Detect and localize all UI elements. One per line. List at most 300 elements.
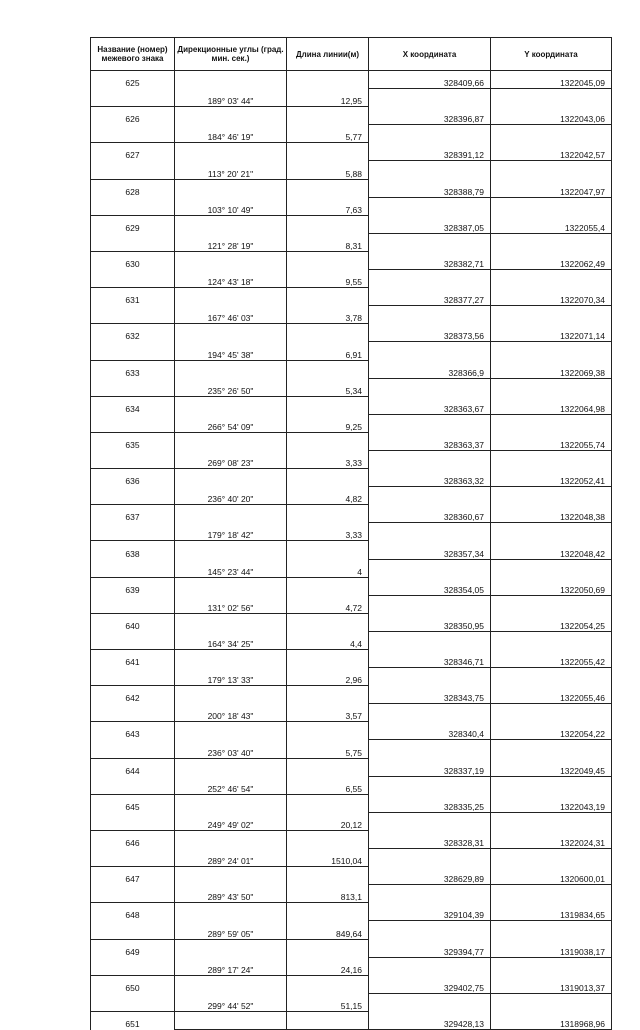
empty-cell xyxy=(175,324,287,342)
table-row xyxy=(91,903,612,921)
x-coordinate: 328346,71 xyxy=(369,650,491,668)
empty-cell xyxy=(369,885,491,903)
empty-cell xyxy=(369,125,491,143)
direction-angle: 289° 17' 24" xyxy=(175,957,287,975)
empty-cell xyxy=(369,233,491,251)
header-direction-angle: Дирекционные углы (град. мин. сек.) xyxy=(175,38,287,71)
empty-cell xyxy=(491,595,612,613)
line-length: 5,75 xyxy=(287,740,369,758)
empty-cell xyxy=(287,71,369,89)
empty-cell xyxy=(287,469,369,487)
y-coordinate: 1322043,19 xyxy=(491,794,612,812)
empty-cell xyxy=(175,432,287,450)
empty-cell xyxy=(369,342,491,360)
y-coordinate: 1322052,41 xyxy=(491,469,612,487)
empty-cell xyxy=(287,903,369,921)
line-length: 4,4 xyxy=(287,631,369,649)
empty-cell xyxy=(369,487,491,505)
direction-angle: 249° 49' 02" xyxy=(175,812,287,830)
empty-cell xyxy=(175,577,287,595)
table-row xyxy=(91,650,612,668)
line-length: 7,63 xyxy=(287,197,369,215)
x-coordinate: 328382,71 xyxy=(369,251,491,269)
empty-cell xyxy=(491,559,612,577)
line-length: 9,25 xyxy=(287,414,369,432)
x-coordinate: 329394,77 xyxy=(369,939,491,957)
mark-name: 637 xyxy=(91,505,175,523)
empty-cell xyxy=(287,288,369,306)
line-length: 24,16 xyxy=(287,957,369,975)
y-coordinate: 1322069,38 xyxy=(491,360,612,378)
table-row xyxy=(91,704,612,722)
mark-name: 648 xyxy=(91,903,175,921)
mark-name: 636 xyxy=(91,469,175,487)
mark-name: 628 xyxy=(91,179,175,197)
table-row xyxy=(91,722,612,740)
empty-cell xyxy=(287,613,369,631)
table-row xyxy=(91,414,612,432)
x-coordinate: 328360,67 xyxy=(369,505,491,523)
line-length: 5,77 xyxy=(287,125,369,143)
table-row xyxy=(91,523,612,541)
y-coordinate: 1322055,42 xyxy=(491,650,612,668)
empty-cell xyxy=(91,414,175,432)
table-body xyxy=(91,71,612,1030)
empty-cell xyxy=(491,125,612,143)
y-coordinate: 1322050,69 xyxy=(491,577,612,595)
empty-cell xyxy=(175,939,287,957)
direction-angle: 145° 23' 44" xyxy=(175,559,287,577)
empty-cell xyxy=(175,107,287,125)
mark-name: 625 xyxy=(91,71,175,89)
empty-cell xyxy=(491,812,612,830)
x-coordinate: 328343,75 xyxy=(369,686,491,704)
empty-cell xyxy=(91,849,175,867)
empty-cell xyxy=(287,251,369,269)
table-row xyxy=(91,686,612,704)
mark-name: 635 xyxy=(91,432,175,450)
table-row xyxy=(91,631,612,649)
empty-cell xyxy=(491,342,612,360)
empty-cell xyxy=(175,360,287,378)
table-row xyxy=(91,270,612,288)
empty-cell xyxy=(491,233,612,251)
y-coordinate: 1322055,74 xyxy=(491,432,612,450)
line-length: 3,57 xyxy=(287,704,369,722)
x-coordinate: 328357,34 xyxy=(369,541,491,559)
table-row xyxy=(91,740,612,758)
boundary-coordinates-table xyxy=(90,37,612,1030)
table-row xyxy=(91,993,612,1011)
mark-name: 626 xyxy=(91,107,175,125)
empty-cell xyxy=(491,89,612,107)
table-row xyxy=(91,758,612,776)
empty-cell xyxy=(491,161,612,179)
line-length: 849,64 xyxy=(287,921,369,939)
empty-cell xyxy=(175,867,287,885)
x-coordinate: 329402,75 xyxy=(369,975,491,993)
y-coordinate: 1322049,45 xyxy=(491,758,612,776)
table-row xyxy=(91,360,612,378)
x-coordinate: 328391,12 xyxy=(369,143,491,161)
line-length: 3,33 xyxy=(287,523,369,541)
table-row xyxy=(91,215,612,233)
table-row xyxy=(91,921,612,939)
empty-cell xyxy=(287,722,369,740)
mark-name: 638 xyxy=(91,541,175,559)
x-coordinate: 328363,67 xyxy=(369,396,491,414)
empty-cell xyxy=(369,161,491,179)
y-coordinate: 1322024,31 xyxy=(491,830,612,848)
empty-cell xyxy=(91,921,175,939)
empty-cell xyxy=(369,559,491,577)
empty-cell xyxy=(491,740,612,758)
table-row xyxy=(91,487,612,505)
table-row xyxy=(91,830,612,848)
direction-angle: 299° 44' 52" xyxy=(175,993,287,1011)
table-row xyxy=(91,288,612,306)
y-coordinate: 1320600,01 xyxy=(491,867,612,885)
empty-cell xyxy=(491,849,612,867)
table-row xyxy=(91,1011,612,1029)
header-mark-name: Название (номер) межевого знака xyxy=(91,38,175,71)
empty-cell xyxy=(287,143,369,161)
table-row xyxy=(91,975,612,993)
empty-cell xyxy=(91,342,175,360)
x-coordinate: 328363,37 xyxy=(369,432,491,450)
empty-cell xyxy=(491,921,612,939)
mark-name: 639 xyxy=(91,577,175,595)
empty-cell xyxy=(369,595,491,613)
x-coordinate: 328388,79 xyxy=(369,179,491,197)
line-length: 1510,04 xyxy=(287,849,369,867)
empty-cell xyxy=(491,993,612,1011)
empty-cell xyxy=(491,885,612,903)
x-coordinate: 328366,9 xyxy=(369,360,491,378)
direction-angle: 269° 08' 23" xyxy=(175,450,287,468)
y-coordinate: 1322054,22 xyxy=(491,722,612,740)
direction-angle: 121° 28' 19" xyxy=(175,233,287,251)
header-y-coordinate: Y координата xyxy=(491,38,612,71)
empty-cell xyxy=(91,885,175,903)
y-coordinate: 1322042,57 xyxy=(491,143,612,161)
empty-cell xyxy=(175,794,287,812)
empty-cell xyxy=(369,631,491,649)
empty-cell xyxy=(91,197,175,215)
empty-cell xyxy=(91,378,175,396)
x-coordinate: 328387,05 xyxy=(369,215,491,233)
empty-cell xyxy=(287,1011,369,1029)
empty-cell xyxy=(287,758,369,776)
empty-cell xyxy=(287,541,369,559)
table-row xyxy=(91,143,612,161)
line-length: 5,88 xyxy=(287,161,369,179)
line-length: 813,1 xyxy=(287,885,369,903)
table-row xyxy=(91,450,612,468)
empty-cell xyxy=(491,487,612,505)
table-row xyxy=(91,957,612,975)
x-coordinate: 328409,66 xyxy=(369,71,491,89)
empty-cell xyxy=(369,378,491,396)
table-row xyxy=(91,396,612,414)
empty-cell xyxy=(491,776,612,794)
y-coordinate: 1322062,49 xyxy=(491,251,612,269)
x-coordinate: 328396,87 xyxy=(369,107,491,125)
empty-cell xyxy=(287,794,369,812)
table-row xyxy=(91,89,612,107)
empty-cell xyxy=(491,704,612,722)
x-coordinate: 328377,27 xyxy=(369,288,491,306)
empty-cell xyxy=(175,288,287,306)
table-row xyxy=(91,125,612,143)
empty-cell xyxy=(287,686,369,704)
direction-angle: 189° 03' 44" xyxy=(175,89,287,107)
empty-cell xyxy=(287,975,369,993)
empty-cell xyxy=(175,541,287,559)
mark-name: 645 xyxy=(91,794,175,812)
empty-cell xyxy=(175,251,287,269)
direction-angle: 131° 02' 56" xyxy=(175,595,287,613)
header-line-length: Длина линии(м) xyxy=(287,38,369,71)
y-coordinate: 1322047,97 xyxy=(491,179,612,197)
x-coordinate: 328363,32 xyxy=(369,469,491,487)
empty-cell xyxy=(91,125,175,143)
empty-cell xyxy=(91,740,175,758)
line-length: 51,15 xyxy=(287,993,369,1011)
direction-angle: 289° 59' 05" xyxy=(175,921,287,939)
empty-cell xyxy=(91,631,175,649)
table-row xyxy=(91,197,612,215)
x-coordinate: 329428,13 xyxy=(369,1011,491,1029)
table-row xyxy=(91,378,612,396)
empty-cell xyxy=(91,957,175,975)
table-row xyxy=(91,776,612,794)
mark-name: 629 xyxy=(91,215,175,233)
empty-cell xyxy=(287,179,369,197)
table-row xyxy=(91,885,612,903)
table-row xyxy=(91,595,612,613)
empty-cell xyxy=(491,378,612,396)
table-row xyxy=(91,939,612,957)
mark-name: 649 xyxy=(91,939,175,957)
line-length: 4 xyxy=(287,559,369,577)
table-row xyxy=(91,161,612,179)
x-coordinate: 328328,31 xyxy=(369,830,491,848)
table-row xyxy=(91,306,612,324)
table-row xyxy=(91,867,612,885)
table-row xyxy=(91,469,612,487)
empty-cell xyxy=(287,215,369,233)
table-row xyxy=(91,849,612,867)
mark-name: 632 xyxy=(91,324,175,342)
empty-cell xyxy=(287,577,369,595)
direction-angle: 164° 34' 25" xyxy=(175,631,287,649)
x-coordinate: 328629,89 xyxy=(369,867,491,885)
empty-cell xyxy=(175,396,287,414)
x-coordinate: 328337,19 xyxy=(369,758,491,776)
x-coordinate: 328350,95 xyxy=(369,613,491,631)
header-row xyxy=(91,38,612,71)
mark-name: 646 xyxy=(91,830,175,848)
empty-cell xyxy=(175,722,287,740)
empty-cell xyxy=(369,270,491,288)
line-length: 6,91 xyxy=(287,342,369,360)
table-header xyxy=(91,38,612,71)
empty-cell xyxy=(175,758,287,776)
y-coordinate: 1319038,17 xyxy=(491,939,612,957)
line-length: 3,78 xyxy=(287,306,369,324)
table-row xyxy=(91,179,612,197)
line-length: 20,12 xyxy=(287,812,369,830)
empty-cell xyxy=(91,306,175,324)
mark-name: 643 xyxy=(91,722,175,740)
y-coordinate: 1322045,09 xyxy=(491,71,612,89)
y-coordinate: 1319834,65 xyxy=(491,903,612,921)
header-x-coordinate: X координата xyxy=(369,38,491,71)
empty-cell xyxy=(287,867,369,885)
empty-cell xyxy=(287,360,369,378)
empty-cell xyxy=(369,812,491,830)
table-row xyxy=(91,559,612,577)
direction-angle: 124° 43' 18" xyxy=(175,270,287,288)
empty-cell xyxy=(91,161,175,179)
x-coordinate: 328354,05 xyxy=(369,577,491,595)
empty-cell xyxy=(91,89,175,107)
direction-angle: 200° 18' 43" xyxy=(175,704,287,722)
empty-cell xyxy=(287,830,369,848)
line-length: 5,34 xyxy=(287,378,369,396)
empty-cell xyxy=(491,306,612,324)
empty-cell xyxy=(369,197,491,215)
mark-name: 644 xyxy=(91,758,175,776)
table-row xyxy=(91,613,612,631)
empty-cell xyxy=(369,450,491,468)
direction-angle: 266° 54' 09" xyxy=(175,414,287,432)
mark-name: 630 xyxy=(91,251,175,269)
y-coordinate: 1319013,37 xyxy=(491,975,612,993)
table-row xyxy=(91,342,612,360)
empty-cell xyxy=(175,179,287,197)
empty-cell xyxy=(91,233,175,251)
empty-cell xyxy=(369,523,491,541)
line-length: 6,55 xyxy=(287,776,369,794)
y-coordinate: 1322071,14 xyxy=(491,324,612,342)
table-row xyxy=(91,251,612,269)
mark-name: 651 xyxy=(91,1011,175,1029)
table-row xyxy=(91,107,612,125)
mark-name: 631 xyxy=(91,288,175,306)
empty-cell xyxy=(369,89,491,107)
table-row xyxy=(91,577,612,595)
empty-cell xyxy=(91,595,175,613)
empty-cell xyxy=(175,1011,287,1029)
empty-cell xyxy=(91,559,175,577)
x-coordinate: 329104,39 xyxy=(369,903,491,921)
line-length: 12,95 xyxy=(287,89,369,107)
empty-cell xyxy=(175,686,287,704)
empty-cell xyxy=(287,432,369,450)
line-length: 3,33 xyxy=(287,450,369,468)
y-coordinate: 1322043,06 xyxy=(491,107,612,125)
table-row xyxy=(91,668,612,686)
direction-angle: 289° 24' 01" xyxy=(175,849,287,867)
empty-cell xyxy=(91,776,175,794)
empty-cell xyxy=(175,613,287,631)
y-coordinate: 1322055,4 xyxy=(491,215,612,233)
line-length: 8,31 xyxy=(287,233,369,251)
empty-cell xyxy=(175,830,287,848)
mark-name: 641 xyxy=(91,650,175,668)
mark-name: 647 xyxy=(91,867,175,885)
direction-angle: 252° 46' 54" xyxy=(175,776,287,794)
x-coordinate: 328335,25 xyxy=(369,794,491,812)
x-coordinate: 328373,56 xyxy=(369,324,491,342)
direction-angle: 194° 45' 38" xyxy=(175,342,287,360)
mark-name: 627 xyxy=(91,143,175,161)
y-coordinate: 1322048,42 xyxy=(491,541,612,559)
table-row xyxy=(91,794,612,812)
direction-angle: 179° 18' 42" xyxy=(175,523,287,541)
table-row xyxy=(91,812,612,830)
direction-angle: 179° 13' 33" xyxy=(175,668,287,686)
y-coordinate: 1322070,34 xyxy=(491,288,612,306)
empty-cell xyxy=(175,505,287,523)
table-row xyxy=(91,324,612,342)
empty-cell xyxy=(175,215,287,233)
empty-cell xyxy=(175,71,287,89)
y-coordinate: 1322048,38 xyxy=(491,505,612,523)
empty-cell xyxy=(287,107,369,125)
empty-cell xyxy=(287,505,369,523)
table-row xyxy=(91,71,612,89)
empty-cell xyxy=(175,903,287,921)
empty-cell xyxy=(91,993,175,1011)
empty-cell xyxy=(91,270,175,288)
line-length: 4,82 xyxy=(287,487,369,505)
empty-cell xyxy=(369,849,491,867)
empty-cell xyxy=(91,523,175,541)
empty-cell xyxy=(91,668,175,686)
mark-name: 640 xyxy=(91,613,175,631)
direction-angle: 236° 40' 20" xyxy=(175,487,287,505)
line-length: 9,55 xyxy=(287,270,369,288)
direction-angle: 167° 46' 03" xyxy=(175,306,287,324)
empty-cell xyxy=(287,650,369,668)
empty-cell xyxy=(491,631,612,649)
empty-cell xyxy=(369,957,491,975)
empty-cell xyxy=(175,650,287,668)
direction-angle: 184° 46' 19" xyxy=(175,125,287,143)
empty-cell xyxy=(369,306,491,324)
direction-angle: 235° 26' 50" xyxy=(175,378,287,396)
empty-cell xyxy=(369,993,491,1011)
table-row xyxy=(91,505,612,523)
y-coordinate: 1322054,25 xyxy=(491,613,612,631)
empty-cell xyxy=(491,414,612,432)
empty-cell xyxy=(369,704,491,722)
direction-angle: 103° 10' 49" xyxy=(175,197,287,215)
empty-cell xyxy=(491,957,612,975)
empty-cell xyxy=(491,197,612,215)
empty-cell xyxy=(287,396,369,414)
empty-cell xyxy=(369,776,491,794)
empty-cell xyxy=(369,921,491,939)
mark-name: 633 xyxy=(91,360,175,378)
table-row xyxy=(91,233,612,251)
mark-name: 642 xyxy=(91,686,175,704)
empty-cell xyxy=(287,939,369,957)
empty-cell xyxy=(91,704,175,722)
